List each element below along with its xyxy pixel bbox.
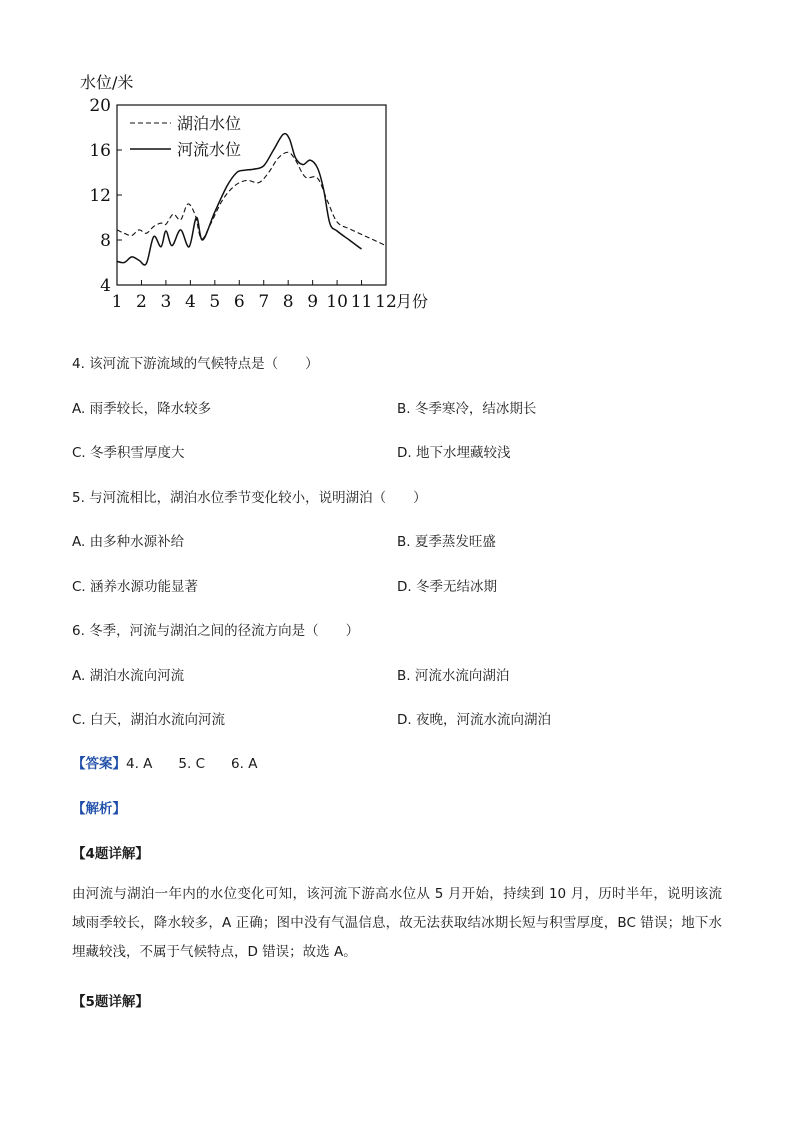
legend-label: 湖泊水位	[177, 114, 242, 133]
answer-4: 4. A	[126, 756, 153, 772]
x-tick-label: 11	[350, 292, 373, 312]
legend-label: 河流水位	[177, 140, 242, 159]
answer-6: 6. A	[231, 756, 258, 772]
x-axis-label: 月份	[396, 292, 429, 311]
x-tick-label: 12	[375, 292, 397, 312]
answer-label: 【答案】	[72, 756, 126, 772]
question-4-option-a: A. 雨季较长，降水较多	[72, 401, 212, 417]
question-6-option-b: B. 河流水流向湖泊	[397, 668, 510, 684]
x-tick-label: 10	[326, 292, 348, 312]
x-tick-label: 1	[111, 292, 123, 312]
x-tick-label: 6	[233, 292, 245, 312]
x-tick-label: 9	[307, 292, 319, 312]
y-tick-label: 4	[100, 276, 111, 296]
x-tick-label: 7	[258, 292, 270, 312]
question-5-option-a: A. 由多种水源补给	[72, 534, 185, 550]
question-6-option-c: C. 白天，湖泊水流向河流	[72, 712, 226, 728]
y-tick-label: 8	[100, 231, 111, 251]
answer-5: 5. C	[178, 756, 206, 772]
x-tick-label: 2	[136, 292, 147, 312]
question-4-option-b: B. 冬季寒冷，结冰期长	[397, 401, 537, 417]
series-line-lake	[117, 152, 386, 245]
x-tick-label: 3	[160, 292, 172, 312]
question-6-option-a: A. 湖泊水流向河流	[72, 668, 185, 684]
y-axis-label: 水位/米	[80, 73, 134, 92]
detail-4-label: 【4题详解】	[72, 846, 149, 862]
detail-5-label: 【5题详解】	[72, 994, 149, 1010]
question-6-option-d: D. 夜晚，河流水流向湖泊	[397, 712, 551, 728]
question-5-option-d: D. 冬季无结冰期	[397, 579, 497, 595]
detail-4-text: 由河流与湖泊一年内的水位变化可知，该河流下游高水位从 5 月开始，持续到 10 月，历时半年，说明该流域雨季较长，降水较多，A 正确；图中没有气温信息，故无法获取结冰期长短与积雪厚度，BC 错误；地下水埋藏较浅，不属于气候特点，D 错误；故选 A。	[72, 886, 722, 960]
y-tick-label: 12	[89, 186, 111, 206]
question-6-stem: 6. 冬季，河流与湖泊之间的径流方向是（ ）	[72, 623, 360, 639]
chart-svg	[70, 68, 450, 318]
question-5-option-c: C. 涵养水源功能显著	[72, 579, 199, 595]
plot-frame	[117, 105, 386, 285]
x-tick-label: 4	[184, 292, 196, 312]
x-tick-label: 8	[282, 292, 294, 312]
question-5-stem: 5. 与河流相比，湖泊水位季节变化较小，说明湖泊（ ）	[72, 490, 427, 506]
question-4-option-c: C. 冬季积雪厚度大	[72, 445, 185, 461]
y-tick-label: 20	[89, 96, 111, 116]
analysis-label: 【解析】	[72, 801, 126, 817]
question-4-stem: 4. 该河流下游流域的气候特点是（ ）	[72, 356, 319, 372]
water-level-chart	[70, 68, 450, 318]
question-4-option-d: D. 地下水埋藏较浅	[397, 445, 511, 461]
question-5-option-b: B. 夏季蒸发旺盛	[397, 534, 496, 550]
answer-line	[72, 752, 283, 772]
y-tick-label: 16	[89, 141, 111, 161]
x-tick-label: 5	[209, 292, 221, 312]
